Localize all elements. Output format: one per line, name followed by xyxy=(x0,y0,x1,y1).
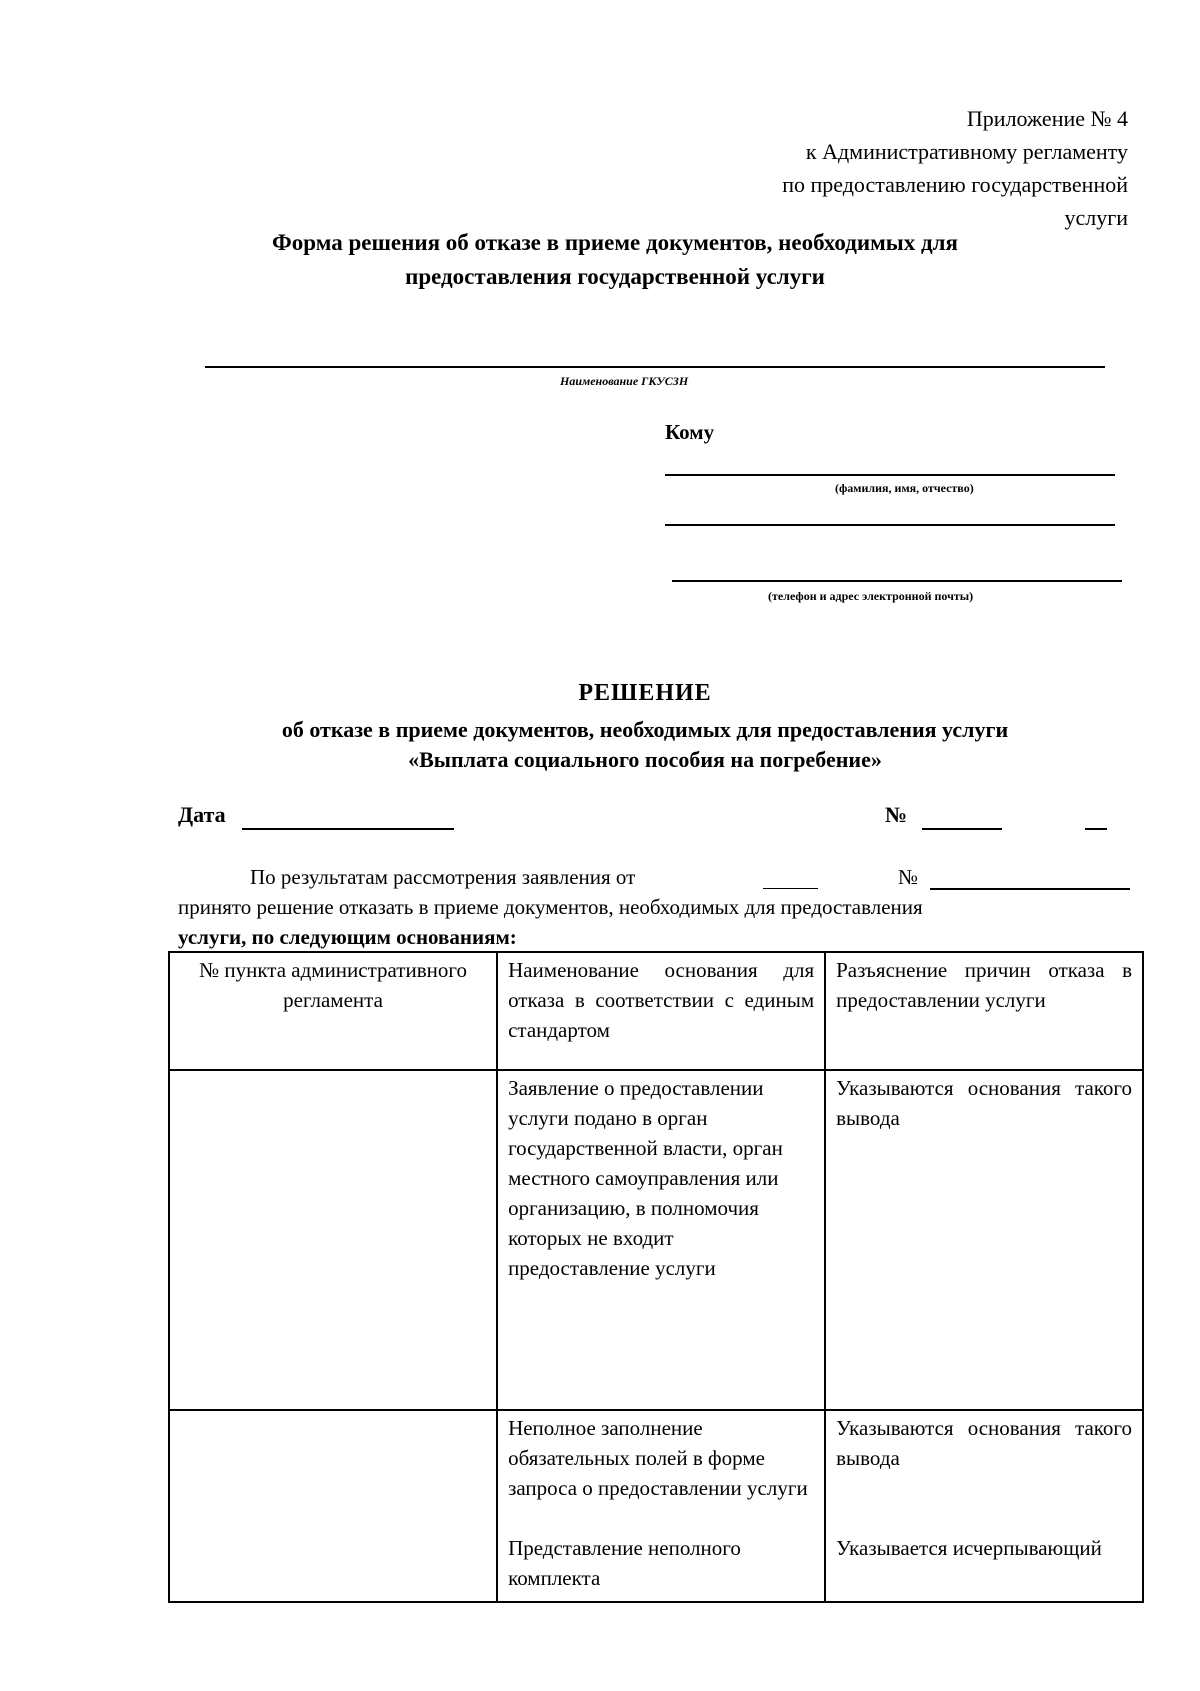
recipient-name-line[interactable] xyxy=(665,474,1115,476)
number-field[interactable] xyxy=(922,828,1002,830)
org-name-caption: Наименование ГКУСЗН xyxy=(560,374,689,388)
decision-subtitle-line-1: об отказе в приеме документов, необходимых для предоставления услуги xyxy=(281,717,1009,742)
row-1-explanation: Указываются основания такого вывода xyxy=(825,1070,1143,1410)
intro-part-2: принято решение отказать в приеме документов, необходимых для предоставления xyxy=(178,895,923,919)
row-2-explanation-cont: Указывается исчерпывающий xyxy=(836,1536,1102,1560)
recipient-name-caption: (фамилия, имя, отчество) xyxy=(835,481,974,495)
intro-paragraph xyxy=(178,862,1134,952)
form-title xyxy=(150,226,1080,294)
date-field[interactable] xyxy=(242,828,454,830)
recipient-name-line-2[interactable] xyxy=(665,524,1115,526)
decision-subtitle xyxy=(150,715,1140,775)
header-ground: Наименование основания для отказа в соответствии с единым стандартом xyxy=(497,952,825,1070)
intro-part-3: услуги, по следующим основаниям: xyxy=(178,925,517,949)
table-row xyxy=(169,1070,1143,1410)
form-title-line-2: предоставления государственной услуги xyxy=(405,264,825,289)
appendix-line-2: к Административному регламенту xyxy=(805,139,1128,164)
row-2-point xyxy=(169,1410,497,1602)
recipient-contact-caption: (телефон и адрес электронной почты) xyxy=(768,589,974,603)
header-explanation: Разъяснение причин отказа в предоставлении услуги xyxy=(825,952,1143,1070)
row-1-point xyxy=(169,1070,497,1410)
row-2-ground xyxy=(497,1410,825,1602)
row-2-ground-cont: Представление неполного комплекта xyxy=(508,1536,741,1590)
appendix-line-1: Приложение № 4 xyxy=(966,106,1128,131)
appendix-line-3: по предоставлению государственной xyxy=(782,172,1128,197)
appendix-note xyxy=(782,102,1128,234)
table-header-row xyxy=(169,952,1143,1070)
row-2-explanation xyxy=(825,1410,1143,1602)
number-label: № xyxy=(885,802,908,827)
row-2-ground-text: Неполное заполнение обязательных полей в форме запроса о предоставлении услуги xyxy=(508,1416,808,1500)
to-label: Кому xyxy=(665,420,715,444)
application-date-field[interactable] xyxy=(763,888,818,889)
date-label: Дата xyxy=(178,802,226,827)
number-field-end xyxy=(1085,828,1107,830)
header-point: № пункта административного регламента xyxy=(169,952,497,1070)
application-number-sign: № xyxy=(898,865,919,889)
intro-part-1: По результатам рассмотрения заявления от xyxy=(250,865,636,889)
form-title-line-1: Форма решения об отказе в приеме документов, необходимых для xyxy=(272,230,958,255)
decision-subtitle-line-2: «Выплата социального пособия на погребение» xyxy=(408,747,882,772)
application-number-field[interactable] xyxy=(930,888,1130,890)
org-name-line[interactable] xyxy=(205,366,1105,368)
decision-heading: РЕШЕНИЕ xyxy=(578,680,712,706)
row-1-ground: Заявление о предоставлении услуги подано в орган государственной власти, орган местного самоуправления или организацию, в полномочия которых не входит предоставление услуги xyxy=(497,1070,825,1410)
recipient-contact-line[interactable] xyxy=(672,580,1122,582)
appendix-line-4: услуги xyxy=(1064,205,1128,230)
table-row xyxy=(169,1410,1143,1602)
grounds-table xyxy=(168,951,1144,1603)
row-2-explanation-text: Указываются основания такого вывода xyxy=(836,1416,1132,1470)
